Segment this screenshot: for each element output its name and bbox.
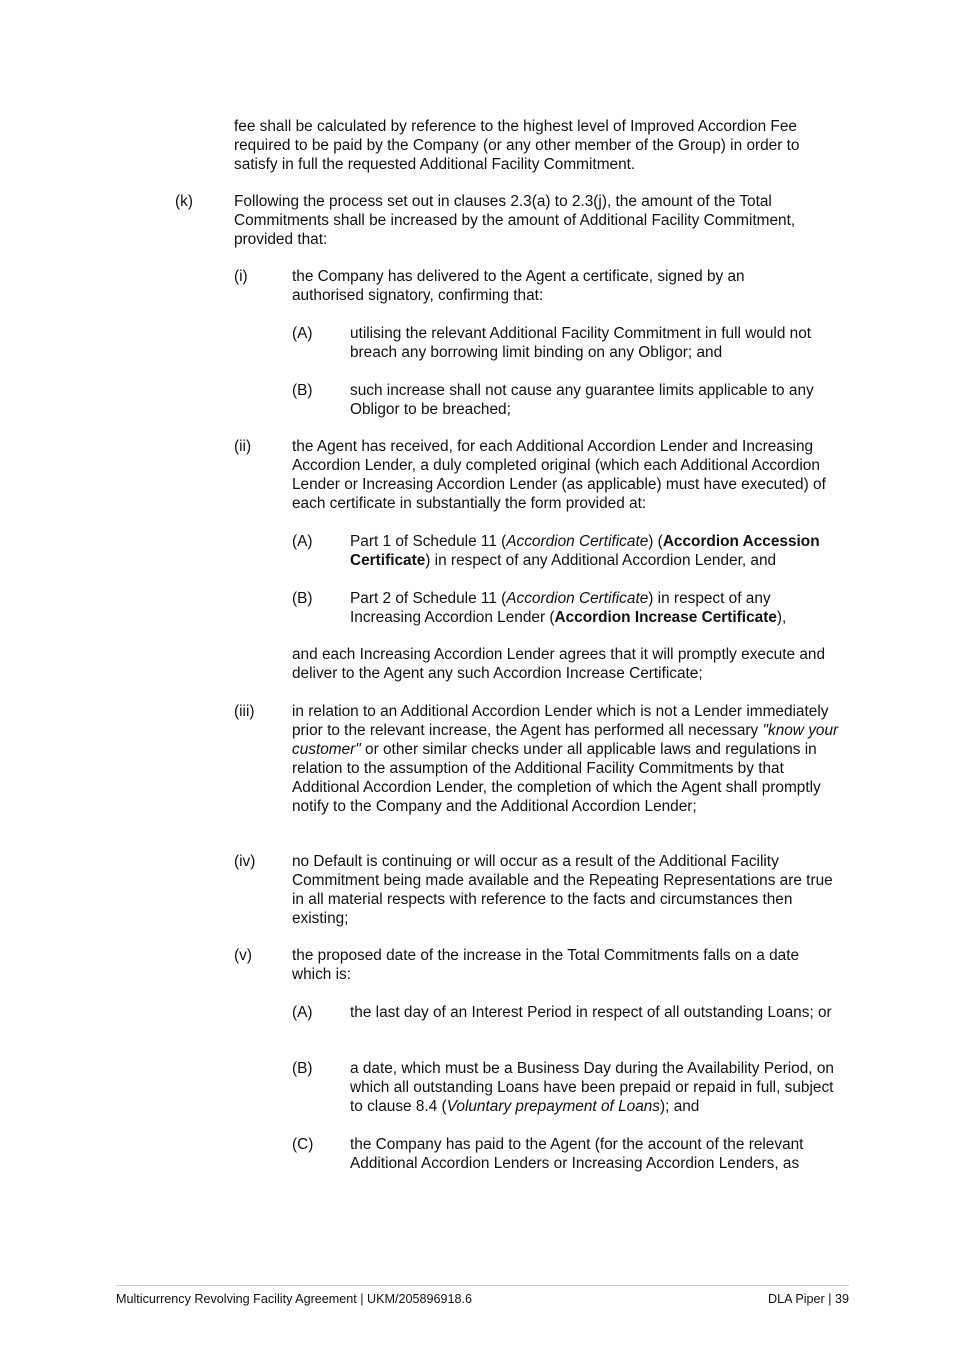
clause-i-label: (i) <box>234 268 248 285</box>
clause-v-A-text: the last day of an Interest Period in respect of all outstanding Loans; or <box>350 1004 832 1021</box>
clause-v-B-text: a date, which must be a Business Day during the Availability Period, on which all outstanding Loans have been prepaid or repaid in full, subject to clause 8.4 (Voluntary prepayment of Loans); and <box>350 1060 834 1115</box>
clause-i-B-text: such increase shall not cause any guarantee limits applicable to any Obligor to be breached; <box>350 382 814 418</box>
clause-v-A-label: (A) <box>292 1004 313 1021</box>
clause-ii-label: (ii) <box>234 438 252 455</box>
clause-k-text: Following the process set out in clauses 2.3(a) to 2.3(j), the amount of the Total Commitments shall be increased by the amount of Additional Facility Commitment, provided that: <box>234 193 796 248</box>
clause-ii-text: the Agent has received, for each Additional Accordion Lender and Increasing Accordion Lender, a duly completed original (which each Additional Accordion Lender or Increasing Accordion Lender (as applicable) must have executed) of each certificate in substantially the form provided at: <box>292 438 826 512</box>
clause-ii-tail: and each Increasing Accordion Lender agrees that it will promptly execute and deliver to the Agent any such Accordion Increase Certificate; <box>292 646 826 682</box>
clause-ii-B-label: (B) <box>292 590 313 607</box>
clause-iii-label: (iii) <box>234 703 255 720</box>
clause-v-C-text: the Company has paid to the Agent (for the account of the relevant Additional Accordion Lenders or Increasing Accordion Lenders, as <box>350 1136 804 1172</box>
clause-i-A-text: utilising the relevant Additional Facility Commitment in full would not breach any borrowing limit binding on any Obligor; and <box>350 325 812 361</box>
footer-divider <box>116 1285 849 1286</box>
clause-k-label: (k) <box>175 193 193 210</box>
clause-ii-B-text: Part 2 of Schedule 11 (Accordion Certificate) in respect of any Increasing Accordion Lender (Accordion Increase Certificate), <box>350 590 787 626</box>
clause-v-B-label: (B) <box>292 1060 313 1077</box>
clause-iv-text: no Default is continuing or will occur as a result of the Additional Facility Commitment being made available and the Repeating Representations are true in all material respects with reference to the facts and circumstances then existing; <box>292 853 833 927</box>
footer-page-number: DLA Piper | 39 <box>768 1292 849 1306</box>
clause-iv-label: (iv) <box>234 853 256 870</box>
intro-paragraph: fee shall be calculated by reference to the highest level of Improved Accordion Fee required to be paid by the Company (or any other member of the Group) in order to satisfy in full the requested Additional Facility Commitment. <box>234 118 800 173</box>
footer-document-reference: Multicurrency Revolving Facility Agreement | UKM/205896918.6 <box>116 1292 473 1306</box>
clause-ii-A-text: Part 1 of Schedule 11 (Accordion Certificate) (Accordion Accession Certificate) in respect of any Additional Accordion Lender, and <box>350 533 820 569</box>
clause-i-A-label: (A) <box>292 325 313 342</box>
clause-i-B-label: (B) <box>292 382 313 399</box>
clause-v-label: (v) <box>234 947 252 964</box>
clause-v-text: the proposed date of the increase in the Total Commitments falls on a date which is: <box>292 947 800 983</box>
clause-i-text: the Company has delivered to the Agent a certificate, signed by an authorised signatory, confirming that: <box>292 268 745 304</box>
clause-iii-text: in relation to an Additional Accordion Lender which is not a Lender immediately prior to the relevant increase, the Agent has performed all necessary "know your customer" or other similar checks under all applicable laws and regulations in relation to the assumption of the Additional Facility Commitments by that Additional Accordion Lender, the completion of which the Agent shall promptly notify to the Company and the Additional Accordion Lender; <box>292 703 839 815</box>
clause-ii-A-label: (A) <box>292 533 313 550</box>
clause-v-C-label: (C) <box>292 1136 314 1153</box>
